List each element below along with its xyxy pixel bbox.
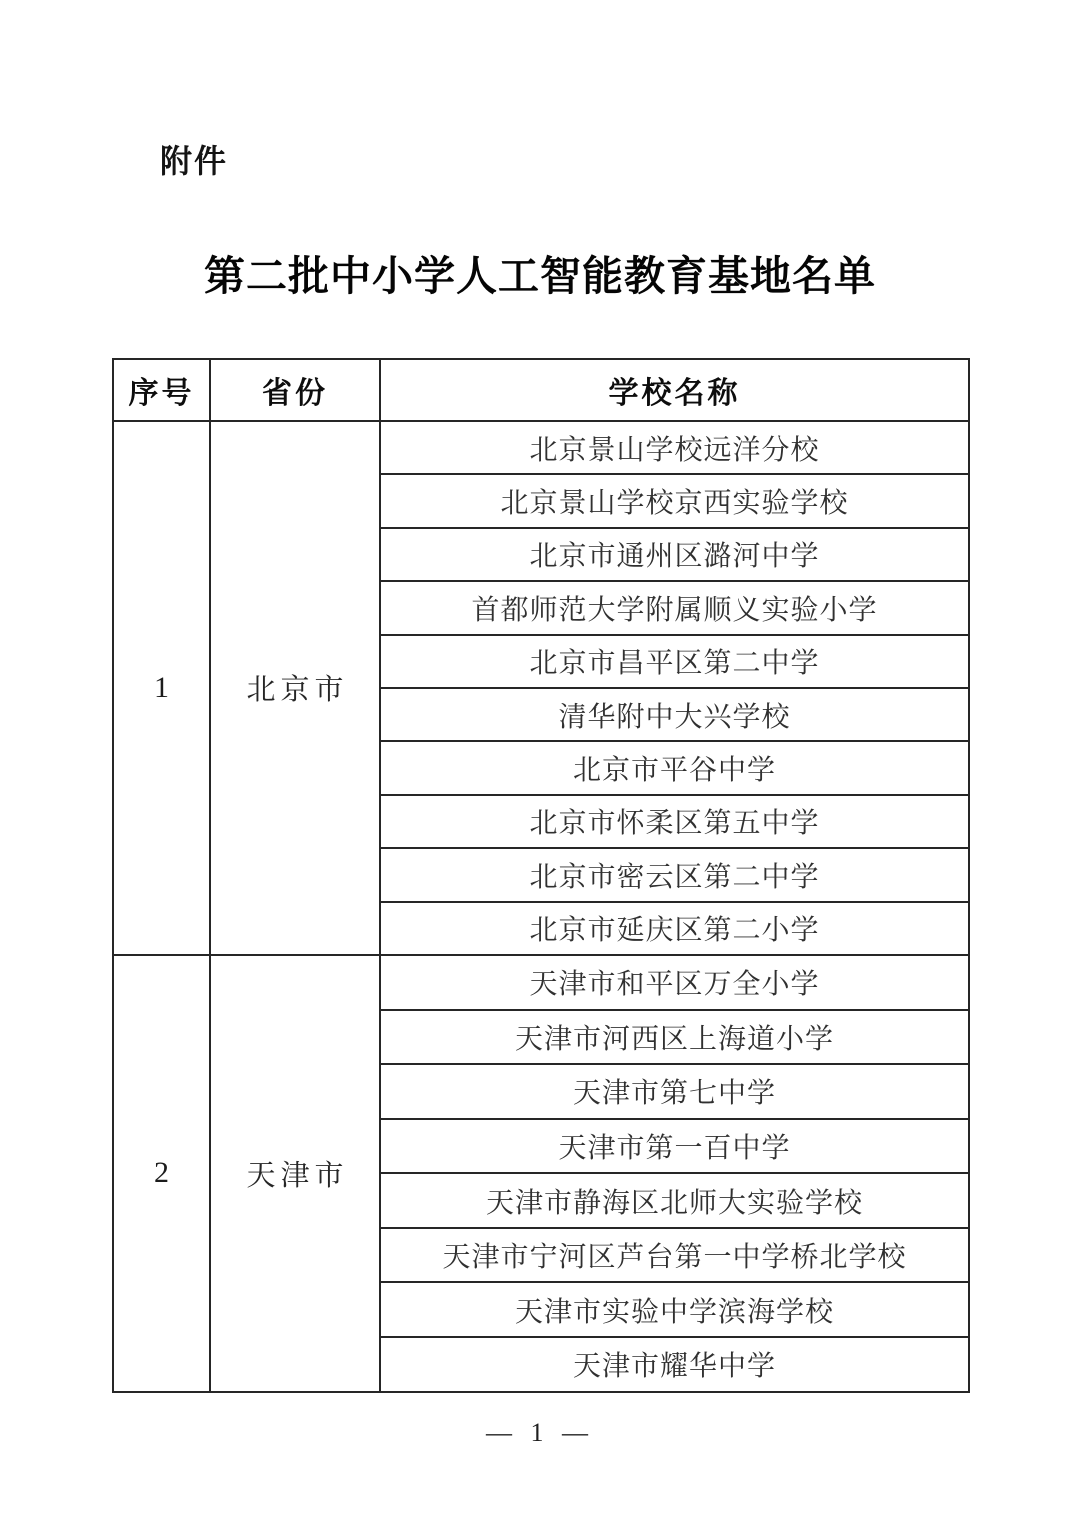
school-name: 天津市宁河区芦台第一中学桥北学校 bbox=[380, 1228, 969, 1283]
school-name: 天津市静海区北师大实验学校 bbox=[380, 1173, 969, 1228]
school-name: 天津市第七中学 bbox=[380, 1064, 969, 1119]
row-province: 北京市 bbox=[210, 421, 380, 955]
table-header-row bbox=[113, 359, 969, 421]
school-name: 北京景山学校京西实验学校 bbox=[380, 474, 969, 527]
school-name: 北京市怀柔区第五中学 bbox=[380, 795, 969, 848]
page-title: 第二批中小学人工智能教育基地名单 bbox=[204, 253, 876, 299]
table-body bbox=[113, 421, 969, 1392]
school-name: 天津市实验中学滨海学校 bbox=[380, 1282, 969, 1337]
school-name: 首都师范大学附属顺义实验小学 bbox=[380, 581, 969, 634]
table-header bbox=[113, 359, 969, 421]
school-name: 北京市平谷中学 bbox=[380, 741, 969, 794]
column-header-school-name: 学校名称 bbox=[380, 359, 969, 421]
table-row bbox=[113, 421, 969, 474]
school-name: 北京市昌平区第二中学 bbox=[380, 635, 969, 688]
table-row bbox=[113, 955, 969, 1010]
school-list-table bbox=[112, 358, 970, 1393]
column-header-province: 省份 bbox=[210, 359, 380, 421]
school-name: 北京市通州区潞河中学 bbox=[380, 528, 969, 581]
attachment-label: 附件 bbox=[160, 143, 229, 179]
column-header-index: 序号 bbox=[113, 359, 210, 421]
school-name: 清华附中大兴学校 bbox=[380, 688, 969, 741]
school-name: 北京市密云区第二中学 bbox=[380, 848, 969, 901]
school-name: 天津市耀华中学 bbox=[380, 1337, 969, 1392]
school-name: 天津市和平区万全小学 bbox=[380, 955, 969, 1010]
school-name: 北京景山学校远洋分校 bbox=[380, 421, 969, 474]
school-name: 天津市第一百中学 bbox=[380, 1119, 969, 1174]
row-index: 2 bbox=[113, 955, 210, 1392]
page-number: — 1 — bbox=[486, 1418, 594, 1447]
school-name: 北京市延庆区第二小学 bbox=[380, 902, 969, 955]
school-name: 天津市河西区上海道小学 bbox=[380, 1010, 969, 1065]
row-index: 1 bbox=[113, 421, 210, 955]
row-province: 天津市 bbox=[210, 955, 380, 1392]
